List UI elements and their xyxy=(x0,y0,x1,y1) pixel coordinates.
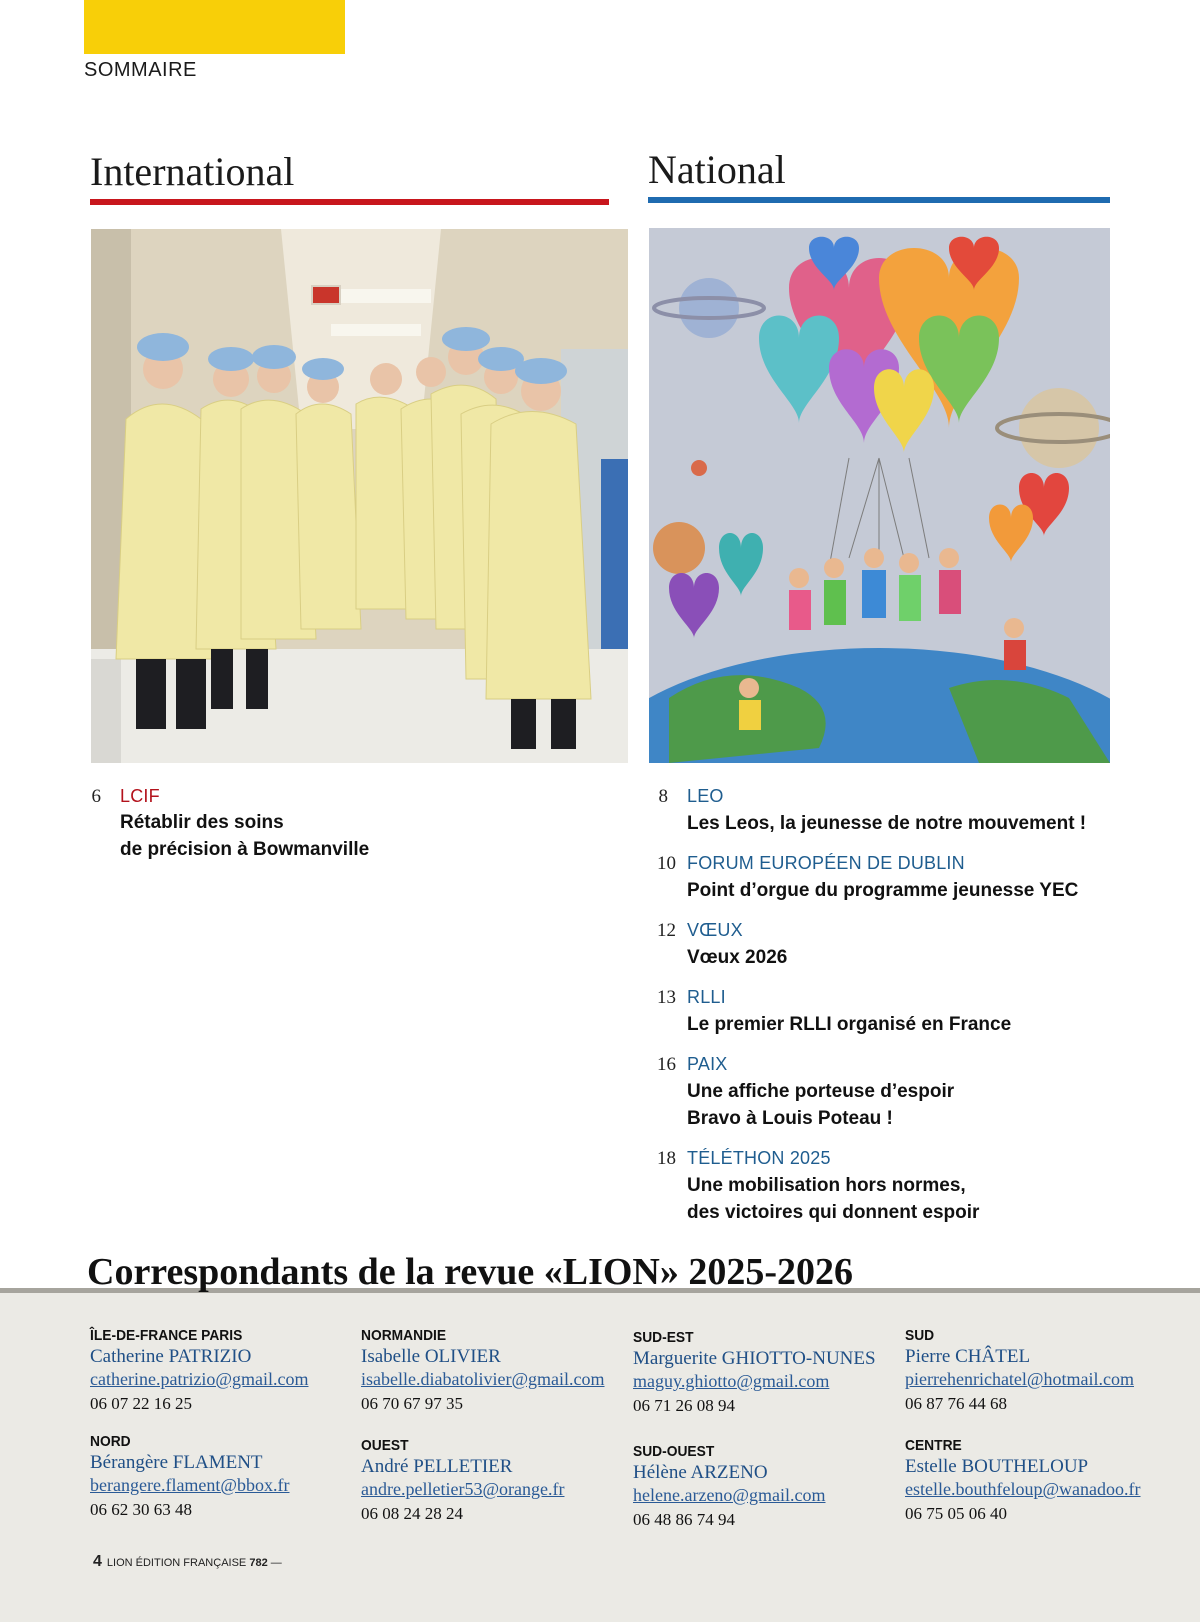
toc-page-number: 6 xyxy=(91,786,101,807)
toc-title-line: des victoires qui donnent espoir xyxy=(687,1202,980,1223)
correspondent-name: Marguerite GHIOTTO-NUNES xyxy=(633,1348,876,1369)
correspondent-email-link[interactable]: catherine.patrizio@gmail.com xyxy=(90,1369,309,1389)
national-heading: National xyxy=(648,147,786,192)
correspondent-phone: 06 62 30 63 48 xyxy=(90,1500,192,1519)
peace-poster-illustration xyxy=(649,228,1110,763)
correspondent-card xyxy=(361,1327,621,1415)
correspondent-name: André PELLETIER xyxy=(361,1456,513,1477)
toc-page-number: 16 xyxy=(657,1054,676,1075)
footer-dash: — xyxy=(270,1557,282,1569)
correspondent-email-link[interactable]: pierrehenrichatel@hotmail.com xyxy=(905,1369,1134,1389)
correspondent-email-link[interactable]: berangere.flament@bbox.fr xyxy=(90,1475,290,1495)
correspondent-card xyxy=(905,1437,1165,1525)
correspondent-phone: 06 08 24 28 24 xyxy=(361,1504,463,1523)
international-rule xyxy=(90,199,609,205)
correspondent-phone: 06 87 76 44 68 xyxy=(905,1394,1007,1413)
correspondent-email-link[interactable]: estelle.bouthfeloup@wanadoo.fr xyxy=(905,1479,1141,1499)
correspondent-email-link[interactable]: helene.arzeno@gmail.com xyxy=(633,1485,826,1505)
toc-title-lcif[interactable] xyxy=(120,809,369,863)
toc-title-line: Une affiche porteuse d’espoir xyxy=(687,1081,955,1102)
footer-page-number: 4 xyxy=(93,1553,102,1570)
correspondent-name: Catherine PATRIZIO xyxy=(90,1346,252,1367)
toc-title-line: de précision à Bowmanville xyxy=(120,839,370,860)
international-heading: International xyxy=(90,149,295,194)
correspondent-phone: 06 71 26 08 94 xyxy=(633,1396,735,1415)
toc-page-number: 10 xyxy=(657,853,676,874)
header-color-bar xyxy=(84,0,345,54)
correspondent-phone: 06 48 86 74 94 xyxy=(633,1510,735,1529)
correspondent-name: Pierre CHÂTEL xyxy=(905,1346,1031,1367)
toc-category-voeux[interactable]: VŒUX xyxy=(687,920,743,940)
toc-title-paix[interactable] xyxy=(687,1078,954,1132)
correspondent-region: SUD-EST xyxy=(633,1329,694,1346)
toc-title-line: Vœux 2026 xyxy=(687,947,788,968)
correspondent-name: Isabelle OLIVIER xyxy=(361,1346,501,1367)
correspondent-card xyxy=(90,1433,350,1521)
correspondent-region: SUD xyxy=(905,1327,935,1344)
toc-page-number: 18 xyxy=(657,1148,676,1169)
correspondent-region: CENTRE xyxy=(905,1437,962,1454)
correspondent-email-link[interactable]: maguy.ghiotto@gmail.com xyxy=(633,1371,830,1391)
toc-title-leo[interactable] xyxy=(687,810,1086,837)
correspondent-card xyxy=(361,1437,621,1525)
footer-issue-number: 782 xyxy=(249,1557,268,1569)
toc-title-line: Une mobilisation hors normes, xyxy=(687,1175,966,1196)
correspondents-title: Correspondants de la revue «LION» 2025-2026 xyxy=(87,1251,854,1293)
toc-title-line: Le premier RLLI organisé en France xyxy=(687,1014,1012,1035)
toc-category-lcif[interactable]: LCIF xyxy=(120,786,160,806)
toc-title-line: Les Leos, la jeunesse de notre mouvement ! xyxy=(687,813,1087,834)
correspondent-name: Bérangère FLAMENT xyxy=(90,1452,263,1473)
correspondent-region: SUD-OUEST xyxy=(633,1443,715,1460)
toc-category-paix[interactable]: PAIX xyxy=(687,1054,728,1074)
correspondent-region: OUEST xyxy=(361,1437,409,1454)
section-label: SOMMAIRE xyxy=(84,59,197,81)
toc-title-forum-dublin[interactable] xyxy=(687,877,1078,904)
toc-page-number: 12 xyxy=(657,920,676,941)
correspondent-name: Hélène ARZENO xyxy=(633,1462,768,1483)
correspondent-card xyxy=(90,1327,350,1415)
correspondent-card xyxy=(633,1329,893,1417)
toc-category-leo[interactable]: LEO xyxy=(687,786,724,806)
toc-page-number: 8 xyxy=(658,786,668,807)
correspondent-phone: 06 70 67 97 35 xyxy=(361,1394,463,1413)
correspondent-email-link[interactable]: isabelle.diabatolivier@gmail.com xyxy=(361,1369,605,1389)
toc-title-line: Rétablir des soins xyxy=(120,812,284,833)
lcif-group-photo xyxy=(91,229,628,763)
correspondent-region: ÎLE-DE-FRANCE PARIS xyxy=(90,1327,243,1344)
toc-category-telethon[interactable]: TÉLÉTHON 2025 xyxy=(687,1148,831,1168)
correspondent-region: NORD xyxy=(90,1433,131,1450)
correspondent-email-link[interactable]: andre.pelletier53@orange.fr xyxy=(361,1479,565,1499)
toc-page-number: 13 xyxy=(657,987,676,1008)
national-rule xyxy=(648,197,1110,203)
toc-title-voeux[interactable] xyxy=(687,944,787,971)
correspondent-phone: 06 75 05 06 40 xyxy=(905,1504,1007,1523)
footer-publication: LION ÉDITION FRANÇAISE xyxy=(106,1557,247,1569)
toc-title-line: Point d’orgue du programme jeunesse YEC xyxy=(687,880,1079,901)
toc-title-line: Bravo à Louis Poteau ! xyxy=(687,1108,893,1129)
correspondent-phone: 06 07 22 16 25 xyxy=(90,1394,192,1413)
toc-title-rlli[interactable] xyxy=(687,1011,1011,1038)
toc-category-rlli[interactable]: RLLI xyxy=(687,987,726,1007)
correspondent-card xyxy=(633,1443,893,1531)
correspondent-region: NORMANDIE xyxy=(361,1327,447,1344)
correspondent-name: Estelle BOUTHELOUP xyxy=(905,1456,1089,1477)
toc-title-telethon[interactable] xyxy=(687,1172,979,1226)
toc-category-forum-dublin[interactable]: FORUM EUROPÉEN DE DUBLIN xyxy=(687,853,965,873)
page-footer xyxy=(93,1553,282,1571)
correspondent-card xyxy=(905,1327,1165,1415)
